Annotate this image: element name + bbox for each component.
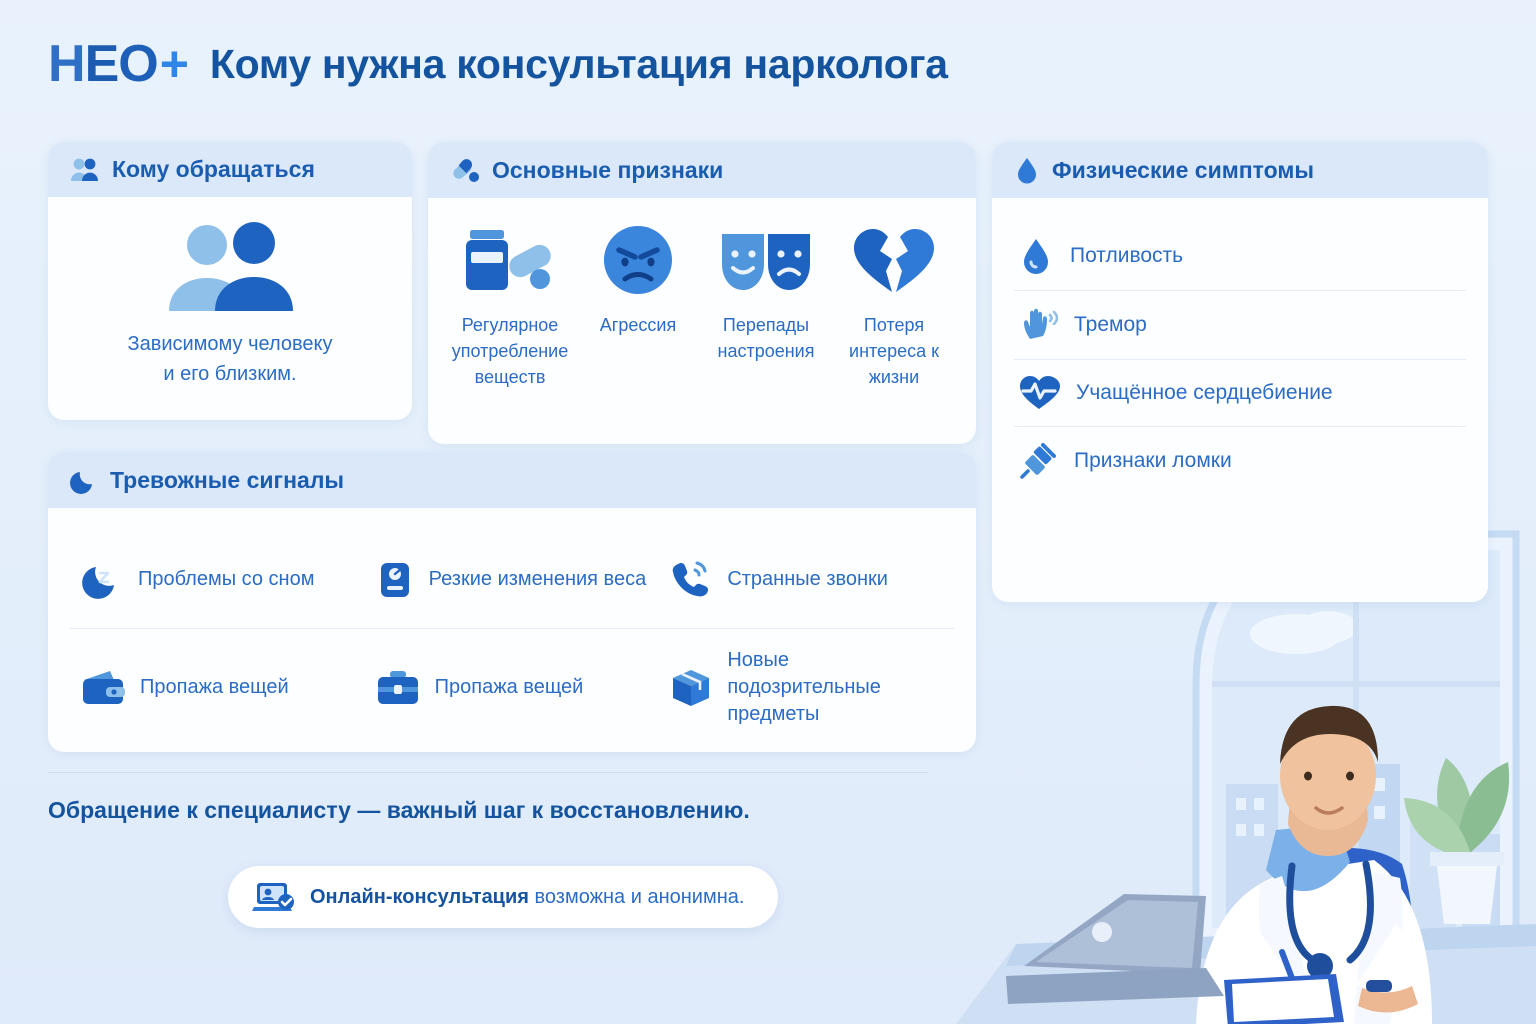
- card-alerts-title: Тревожные сигналы: [110, 466, 345, 493]
- syringe-icon: [1018, 441, 1058, 481]
- sweat-drop-icon: [1018, 236, 1054, 276]
- online-consultation-text: [310, 886, 744, 909]
- heartbeat-icon: [1018, 374, 1060, 412]
- list-item-label: Тремор: [1074, 313, 1147, 337]
- logo-letter-o: О: [118, 35, 158, 93]
- brand-logo: [48, 34, 188, 94]
- trembling-hand-icon: [1018, 305, 1058, 345]
- page-title: Кому нужна консультация нарколога: [209, 40, 948, 87]
- card-who-header: [48, 142, 412, 197]
- list-item-label: Резкие изменения веса: [428, 567, 647, 590]
- online-consultation-strong: Онлайн-консультация: [310, 885, 529, 908]
- signs-row: [450, 216, 954, 390]
- sign-label: Агрессия: [599, 315, 677, 335]
- moon-icon: [70, 466, 98, 494]
- list-item: [70, 530, 365, 629]
- card-alerts-header: [48, 452, 976, 508]
- card-alerts-body: [48, 508, 976, 752]
- list-item-label: Потливость: [1070, 244, 1184, 268]
- list-item-label: Проблемы со сном: [138, 567, 315, 590]
- page-header: [48, 34, 948, 94]
- list-item-label: Признаки ломки: [1074, 449, 1232, 473]
- card-signs-header: [428, 142, 976, 198]
- list-item: [1014, 222, 1466, 291]
- wallet-icon: [80, 668, 126, 708]
- list-item: [1014, 291, 1466, 360]
- angry-face-icon: [595, 222, 681, 298]
- online-consultation-rest: возможна и анонимна.: [528, 885, 745, 908]
- list-item-label: Пропажа вещей: [140, 676, 289, 698]
- online-consultation-badge: [228, 866, 778, 928]
- card-who-to-contact: [48, 142, 412, 420]
- sign-label: Потеря интереса к жизни: [849, 315, 939, 388]
- logo-letter-n: Н: [48, 35, 85, 93]
- moon-sleep-icon: [80, 557, 124, 601]
- laptop-check-icon: [252, 880, 296, 914]
- card-signs-body: [428, 198, 976, 410]
- card-who-text-line2: и его близким.: [163, 363, 297, 385]
- pill-icon: [450, 156, 480, 184]
- card-physical-title: Физические симптомы: [1052, 156, 1315, 183]
- card-physical-symptoms: [992, 142, 1488, 602]
- footer-note: Обращение к специалисту — важный шаг к восстановлению.: [48, 772, 928, 824]
- list-item: [1014, 427, 1466, 495]
- sign-item: [578, 222, 698, 390]
- water-drop-icon: [1014, 156, 1040, 184]
- card-who-text: [128, 329, 333, 389]
- alerts-grid: [70, 526, 954, 746]
- sign-item: [706, 222, 826, 390]
- card-physical-header: [992, 142, 1488, 198]
- list-item: [659, 530, 954, 629]
- list-item: [1014, 360, 1466, 427]
- theater-masks-icon: [714, 222, 818, 298]
- logo-letter-e: Е: [84, 35, 119, 93]
- briefcase-icon: [375, 668, 421, 708]
- list-item: [70, 629, 365, 746]
- card-signs-title: Основные признаки: [492, 156, 724, 183]
- card-who-title: Кому обращаться: [112, 156, 315, 182]
- card-who-text-line1: Зависимому человеку: [127, 333, 333, 355]
- sign-label: Регулярное употребление веществ: [451, 315, 569, 388]
- list-item-label: Новые подозрительные предметы: [727, 649, 881, 725]
- medication-bottle-icon: [458, 222, 562, 298]
- logo-plus-icon: +: [159, 36, 188, 92]
- list-item-label: Странные звонки: [727, 567, 888, 590]
- package-box-icon: [669, 666, 713, 710]
- list-item: [659, 629, 954, 746]
- phone-call-icon: [669, 557, 713, 601]
- list-item: [365, 629, 660, 746]
- physical-symptoms-list: [1014, 216, 1466, 495]
- sign-label: Перепады настроения: [717, 315, 815, 362]
- card-who-body: [48, 197, 412, 409]
- card-main-signs: [428, 142, 976, 444]
- card-physical-body: [992, 198, 1488, 515]
- users-icon: [70, 157, 100, 183]
- users-large-icon: [155, 221, 305, 313]
- broken-heart-icon: [848, 222, 940, 298]
- list-item-label: Учащённое сердцебиение: [1076, 381, 1333, 405]
- card-alert-signals: [48, 452, 976, 752]
- list-item: [365, 530, 660, 629]
- sign-item: [450, 222, 570, 390]
- scale-icon: [375, 557, 415, 601]
- list-item-label: Пропажа вещей: [434, 676, 584, 698]
- sign-item: [834, 222, 954, 390]
